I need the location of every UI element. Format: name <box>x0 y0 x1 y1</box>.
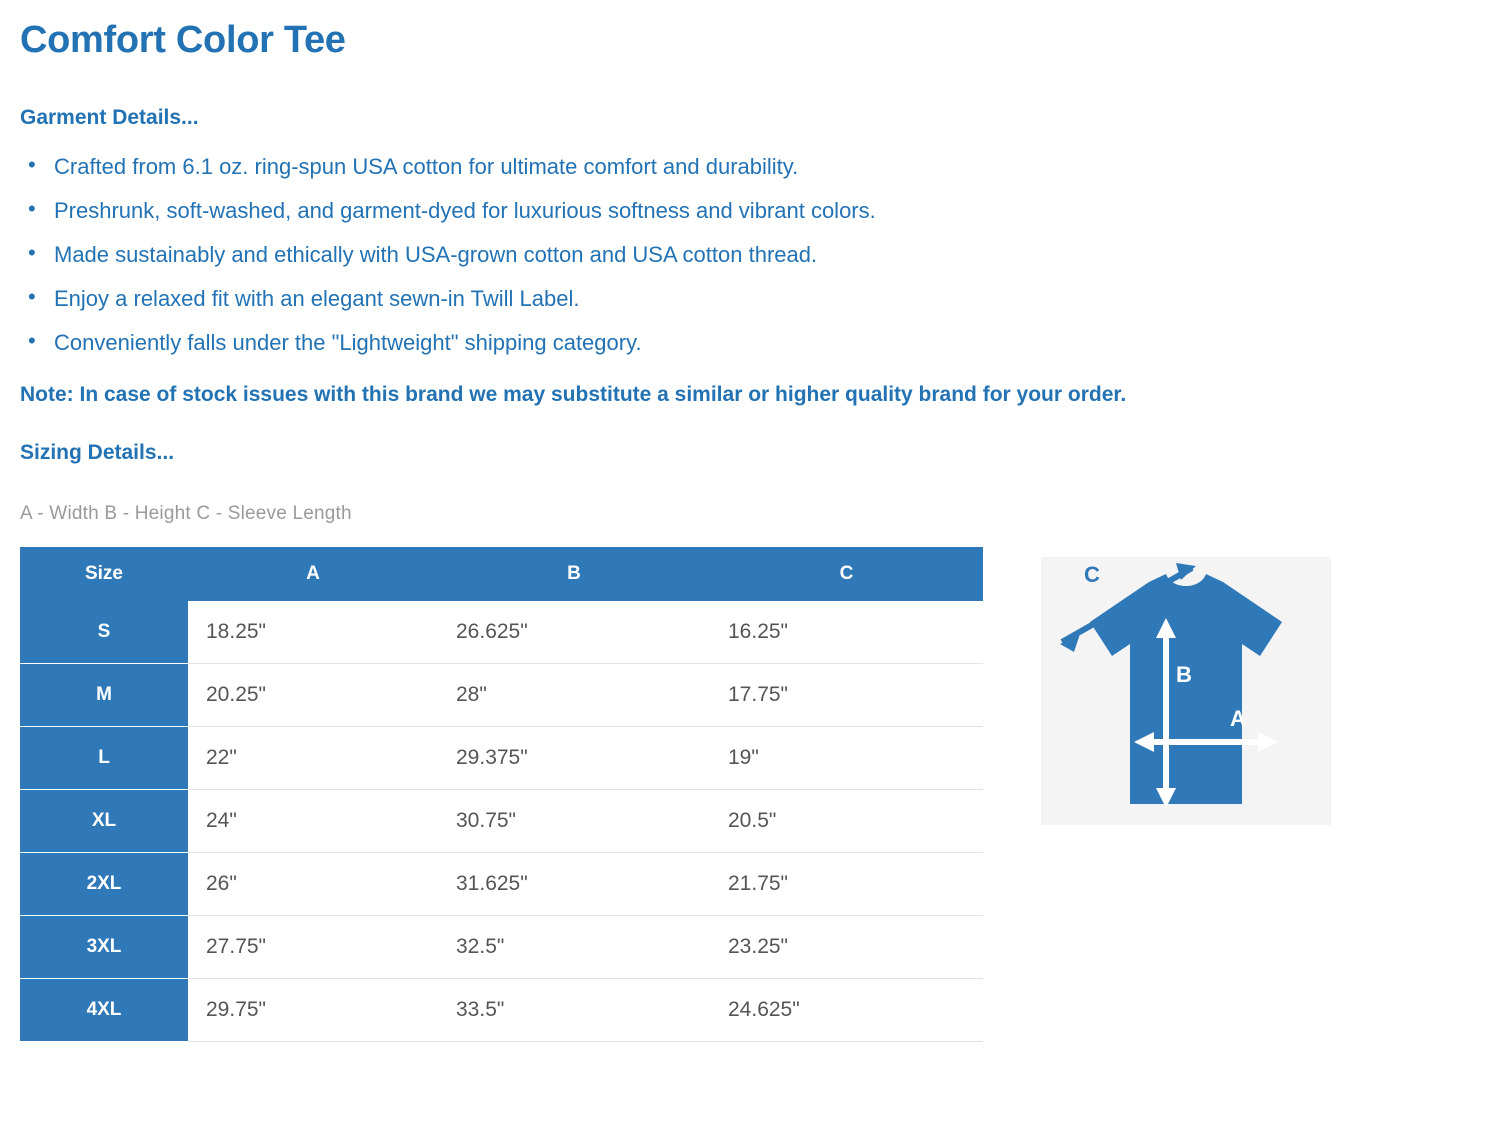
list-item: • Preshrunk, soft-washed, and garment-dyed for luxurious softness and vibrant colors. <box>20 200 1486 222</box>
cell-sleeve: 20.5" <box>710 789 983 852</box>
cell-width: 26" <box>188 852 438 915</box>
column-header-a: A <box>188 547 438 601</box>
list-item: • Conveniently falls under the "Lightweight" shipping category. <box>20 332 1486 354</box>
cell-width: 18.25" <box>188 601 438 664</box>
cell-size: S <box>20 601 188 664</box>
list-item: • Crafted from 6.1 oz. ring-spun USA cotton for ultimate comfort and durability. <box>20 156 1486 178</box>
cell-size: 4XL <box>20 978 188 1041</box>
cell-height: 26.625" <box>438 601 710 664</box>
cell-width: 29.75" <box>188 978 438 1041</box>
list-item: • Made sustainably and ethically with USA-grown cotton and USA cotton thread. <box>20 244 1486 266</box>
cell-size: XL <box>20 789 188 852</box>
table-row <box>20 789 983 852</box>
tshirt-icon <box>1046 560 1326 822</box>
table-row <box>20 726 983 789</box>
page-title: Comfort Color Tee <box>20 19 346 61</box>
table-row <box>20 663 983 726</box>
size-table-wrapper <box>20 547 983 1042</box>
cell-height: 29.375" <box>438 726 710 789</box>
column-header-b: B <box>438 547 710 601</box>
sizing-content-row <box>20 547 1486 1042</box>
garment-details-heading: Garment Details... <box>20 105 199 129</box>
cell-sleeve: 21.75" <box>710 852 983 915</box>
table-row <box>20 978 983 1041</box>
cell-height: 31.625" <box>438 852 710 915</box>
cell-size: 3XL <box>20 915 188 978</box>
size-chart-table <box>20 547 983 1042</box>
column-header-c: C <box>710 547 983 601</box>
cell-height: 30.75" <box>438 789 710 852</box>
tshirt-measurement-diagram <box>1041 557 1331 825</box>
cell-width: 27.75" <box>188 915 438 978</box>
cell-sleeve: 19" <box>710 726 983 789</box>
stock-substitution-note: Note: In case of stock issues with this brand we may substitute a similar or higher quality brand for your order. <box>20 382 1127 406</box>
column-header-size: Size <box>20 547 188 601</box>
cell-width: 24" <box>188 789 438 852</box>
cell-height: 32.5" <box>438 915 710 978</box>
measurement-legend: A - Width B - Height C - Sleeve Length <box>20 502 352 524</box>
table-row <box>20 852 983 915</box>
table-row <box>20 915 983 978</box>
cell-sleeve: 24.625" <box>710 978 983 1041</box>
cell-size: L <box>20 726 188 789</box>
label-a: A <box>1230 705 1246 731</box>
cell-size: M <box>20 663 188 726</box>
cell-width: 20.25" <box>188 663 438 726</box>
label-c: C <box>1084 561 1100 587</box>
sizing-details-heading: Sizing Details... <box>20 440 175 464</box>
cell-sleeve: 16.25" <box>710 601 983 664</box>
cell-sleeve: 23.25" <box>710 915 983 978</box>
cell-sleeve: 17.75" <box>710 663 983 726</box>
table-header-row <box>20 547 983 601</box>
cell-size: 2XL <box>20 852 188 915</box>
table-row <box>20 601 983 664</box>
list-item: • Enjoy a relaxed fit with an elegant sewn-in Twill Label. <box>20 288 1486 310</box>
garment-details-list <box>20 153 1486 355</box>
cell-height: 33.5" <box>438 978 710 1041</box>
cell-height: 28" <box>438 663 710 726</box>
cell-width: 22" <box>188 726 438 789</box>
label-b: B <box>1176 661 1192 687</box>
